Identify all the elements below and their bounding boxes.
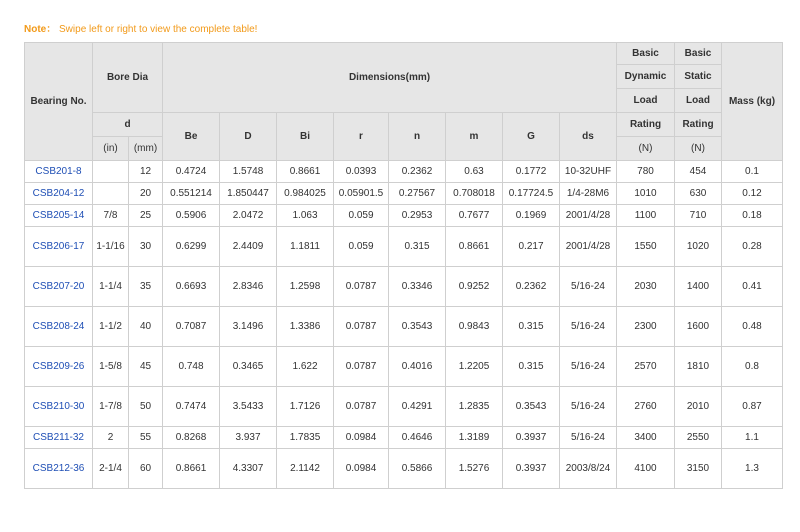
bearing-no-cell[interactable]: CSB212-36 [25,449,93,489]
col-header-ds: ds [560,113,617,161]
bi-cell: 1.3386 [277,307,334,347]
D-cell: 1.850447 [220,183,277,205]
bore-in-cell: 1-1/2 [93,307,129,347]
col-header-be: Be [163,113,220,161]
r-cell: 0.0787 [334,387,389,427]
dynamic-load-cell: 1550 [617,227,675,267]
bore-mm-cell: 12 [129,161,163,183]
ds-cell: 5/16-24 [560,347,617,387]
dynamic-load-cell: 780 [617,161,675,183]
bi-cell: 1.063 [277,205,334,227]
mass-cell: 0.41 [722,267,783,307]
be-cell: 0.7087 [163,307,220,347]
static-load-cell: 2550 [675,427,722,449]
n-cell: 0.5866 [389,449,446,489]
m-cell: 0.63 [446,161,503,183]
bore-mm-cell: 25 [129,205,163,227]
static-load-cell: 1810 [675,347,722,387]
col-header-n: n [389,113,446,161]
n-cell: 0.2362 [389,161,446,183]
table-row [25,161,783,183]
col-header-in: (in) [93,137,129,161]
ds-cell: 5/16-24 [560,387,617,427]
bore-in-cell: 1-5/8 [93,347,129,387]
r-cell: 0.059 [334,227,389,267]
bore-mm-cell: 55 [129,427,163,449]
bore-in-cell [93,161,129,183]
bearing-spec-table [24,42,783,489]
D-cell: 2.0472 [220,205,277,227]
r-cell: 0.0984 [334,449,389,489]
mass-cell: 0.18 [722,205,783,227]
r-cell: 0.0787 [334,307,389,347]
col-header-dynamic-2: Dynamic [617,65,675,89]
n-cell: 0.2953 [389,205,446,227]
table-row [25,347,783,387]
dynamic-load-cell: 4100 [617,449,675,489]
col-header-dynamic-3: Load [617,89,675,113]
dynamic-load-cell: 2760 [617,387,675,427]
table-row [25,183,783,205]
bearing-no-cell[interactable]: CSB204-12 [25,183,93,205]
D-cell: 4.3307 [220,449,277,489]
n-cell: 0.3346 [389,267,446,307]
n-cell: 0.4291 [389,387,446,427]
be-cell: 0.551214 [163,183,220,205]
r-cell: 0.05901.5 [334,183,389,205]
bore-mm-cell: 40 [129,307,163,347]
bearing-no-cell[interactable]: CSB206-17 [25,227,93,267]
col-header-static-1: Basic [675,43,722,65]
static-load-cell: 710 [675,205,722,227]
col-header-G: G [503,113,560,161]
G-cell: 0.2362 [503,267,560,307]
bearing-no-cell[interactable]: CSB210-30 [25,387,93,427]
bore-mm-cell: 30 [129,227,163,267]
bore-mm-cell: 60 [129,449,163,489]
mass-cell: 0.12 [722,183,783,205]
bearing-no-cell[interactable]: CSB211-32 [25,427,93,449]
col-header-static-3: Load [675,89,722,113]
G-cell: 0.3937 [503,427,560,449]
note-text: Swipe left or right to view the complete table! [59,24,258,35]
D-cell: 3.937 [220,427,277,449]
n-cell: 0.3543 [389,307,446,347]
D-cell: 1.5748 [220,161,277,183]
r-cell: 0.0787 [334,347,389,387]
ds-cell: 5/16-24 [560,307,617,347]
bearing-no-cell[interactable]: CSB208-24 [25,307,93,347]
table-row [25,427,783,449]
ds-cell: 2003/8/24 [560,449,617,489]
table-row [25,267,783,307]
bearing-no-cell[interactable]: CSB207-20 [25,267,93,307]
m-cell: 0.7677 [446,205,503,227]
table-row [25,307,783,347]
n-cell: 0.4016 [389,347,446,387]
col-header-static-4: Rating [675,113,722,137]
D-cell: 3.1496 [220,307,277,347]
static-load-cell: 1400 [675,267,722,307]
bearing-no-cell[interactable]: CSB201-8 [25,161,93,183]
be-cell: 0.8268 [163,427,220,449]
bearing-no-cell[interactable]: CSB205-14 [25,205,93,227]
bore-in-cell: 7/8 [93,205,129,227]
col-header-static-2: Static [675,65,722,89]
col-header-m: m [446,113,503,161]
col-header-dynamic-4: Rating [617,113,675,137]
G-cell: 0.3937 [503,449,560,489]
D-cell: 3.5433 [220,387,277,427]
ds-cell: 5/16-24 [560,427,617,449]
dynamic-load-cell: 1010 [617,183,675,205]
be-cell: 0.4724 [163,161,220,183]
n-cell: 0.4646 [389,427,446,449]
bi-cell: 1.7126 [277,387,334,427]
table-row [25,227,783,267]
G-cell: 0.3543 [503,387,560,427]
G-cell: 0.1772 [503,161,560,183]
static-load-cell: 630 [675,183,722,205]
bi-cell: 1.7835 [277,427,334,449]
bore-mm-cell: 35 [129,267,163,307]
m-cell: 1.2835 [446,387,503,427]
col-header-D: D [220,113,277,161]
col-header-bearing-no: Bearing No. [25,43,93,161]
D-cell: 2.8346 [220,267,277,307]
m-cell: 1.2205 [446,347,503,387]
m-cell: 1.3189 [446,427,503,449]
col-header-dynamic-5: (N) [617,137,675,161]
bi-cell: 0.8661 [277,161,334,183]
be-cell: 0.6693 [163,267,220,307]
be-cell: 0.7474 [163,387,220,427]
m-cell: 1.5276 [446,449,503,489]
col-header-static-5: (N) [675,137,722,161]
ds-cell: 2001/4/28 [560,205,617,227]
bore-in-cell [93,183,129,205]
col-header-bi: Bi [277,113,334,161]
mass-cell: 0.1 [722,161,783,183]
bore-in-cell: 1-7/8 [93,387,129,427]
bi-cell: 1.1811 [277,227,334,267]
bore-in-cell: 2 [93,427,129,449]
static-load-cell: 2010 [675,387,722,427]
be-cell: 0.8661 [163,449,220,489]
be-cell: 0.5906 [163,205,220,227]
r-cell: 0.059 [334,205,389,227]
bi-cell: 2.1142 [277,449,334,489]
static-load-cell: 454 [675,161,722,183]
G-cell: 0.315 [503,347,560,387]
bore-mm-cell: 20 [129,183,163,205]
table-row [25,387,783,427]
m-cell: 0.708018 [446,183,503,205]
n-cell: 0.27567 [389,183,446,205]
n-cell: 0.315 [389,227,446,267]
dynamic-load-cell: 2570 [617,347,675,387]
ds-cell: 1/4-28M6 [560,183,617,205]
static-load-cell: 1020 [675,227,722,267]
mass-cell: 0.8 [722,347,783,387]
G-cell: 0.17724.5 [503,183,560,205]
G-cell: 0.315 [503,307,560,347]
D-cell: 0.3465 [220,347,277,387]
bore-in-cell: 1-1/4 [93,267,129,307]
dynamic-load-cell: 2030 [617,267,675,307]
bearing-no-cell[interactable]: CSB209-26 [25,347,93,387]
D-cell: 2.4409 [220,227,277,267]
be-cell: 0.748 [163,347,220,387]
col-header-d: d [93,113,163,137]
static-load-cell: 1600 [675,307,722,347]
G-cell: 0.1969 [503,205,560,227]
mass-cell: 1.3 [722,449,783,489]
table-row [25,449,783,489]
ds-cell: 2001/4/28 [560,227,617,267]
bore-in-cell: 2-1/4 [93,449,129,489]
G-cell: 0.217 [503,227,560,267]
note-banner [24,20,257,35]
ds-cell: 10-32UHF [560,161,617,183]
ds-cell: 5/16-24 [560,267,617,307]
dynamic-load-cell: 2300 [617,307,675,347]
mass-cell: 0.87 [722,387,783,427]
m-cell: 0.9252 [446,267,503,307]
mass-cell: 0.28 [722,227,783,267]
col-header-mm: (mm) [129,137,163,161]
bore-mm-cell: 45 [129,347,163,387]
bi-cell: 1.622 [277,347,334,387]
table-row [25,205,783,227]
bi-cell: 1.2598 [277,267,334,307]
r-cell: 0.0984 [334,427,389,449]
mass-cell: 0.48 [722,307,783,347]
mass-cell: 1.1 [722,427,783,449]
note-label: Note： [24,24,57,35]
bi-cell: 0.984025 [277,183,334,205]
col-header-r: r [334,113,389,161]
static-load-cell: 3150 [675,449,722,489]
dynamic-load-cell: 3400 [617,427,675,449]
m-cell: 0.9843 [446,307,503,347]
bore-mm-cell: 50 [129,387,163,427]
col-header-bore-dia: Bore Dia [93,43,163,113]
r-cell: 0.0393 [334,161,389,183]
col-header-dynamic-1: Basic [617,43,675,65]
col-header-mass: Mass (kg) [722,43,783,161]
bore-in-cell: 1-1/16 [93,227,129,267]
dynamic-load-cell: 1100 [617,205,675,227]
col-header-dimensions: Dimensions(mm) [163,43,617,113]
m-cell: 0.8661 [446,227,503,267]
be-cell: 0.6299 [163,227,220,267]
r-cell: 0.0787 [334,267,389,307]
